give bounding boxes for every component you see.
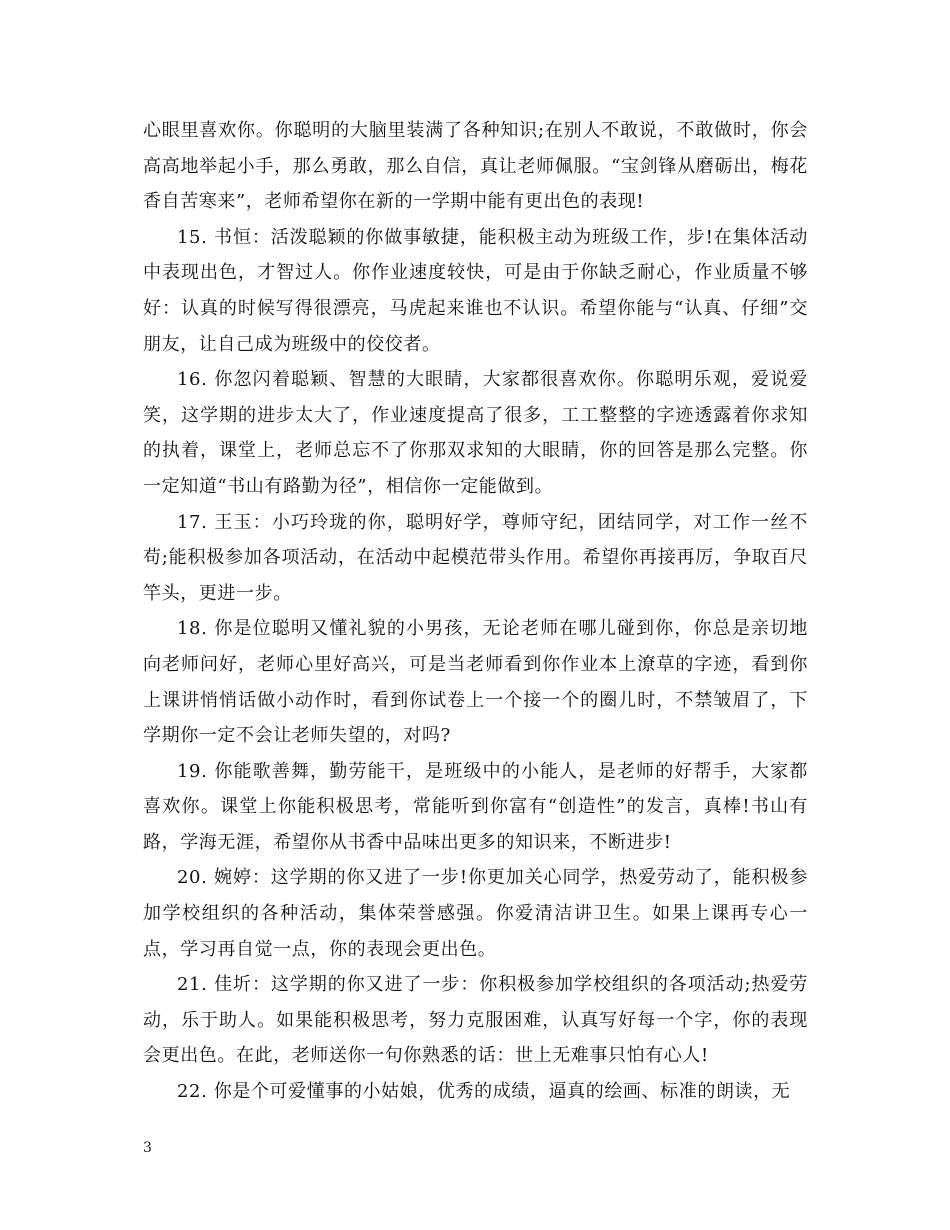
paragraph-continuation: 心眼里喜欢你。你聪明的大脑里装满了各种知识;在别人不敢说，不敢做时，你会高高地举起小手，那么勇敢，那么自信，真让老师佩服。“宝剑锋从磨砺出，梅花香自苦寒来”，老师希望你在新的一学期中能有更出色的表现! bbox=[143, 120, 808, 213]
paragraph-18: 18. 你是位聪明又懂礼貌的小男孩，无论老师在哪儿碰到你，你总是亲切地向老师问好，老师心里好高兴，可是当老师看到你作业本上潦草的字迹，看到你上课讲悄悄话做小动作时，看到你试卷上一个接一个的圈儿时，不禁皱眉了，下学期你一定不会让老师失望的，对吗? bbox=[143, 618, 808, 747]
paragraph-21: 21. 佳圻：这学期的你又进了一步：你积极参加学校组织的各项活动;热爱劳动，乐于助人。如果能积极思考，努力克服困难，认真写好每一个字，你的表现会更出色。在此，老师送你一句你熟悉的话：世上无难事只怕有心人! bbox=[143, 974, 808, 1067]
document-body bbox=[143, 113, 808, 1110]
paragraph-19: 19. 你能歌善舞，勤劳能干，是班级中的小能人，是老师的好帮手，大家都喜欢你。课堂上你能积极思考，常能听到你富有“创造性”的发言，真棒!书山有路，学海无涯，希望你从书香中品味出更多的知识来，不断进步! bbox=[143, 760, 808, 853]
paragraph-16: 16. 你忽闪着聪颖、智慧的大眼睛，大家都很喜欢你。你聪明乐观，爱说爱笑，这学期的进步太大了，作业速度提高了很多，工工整整的字迹透露着你求知的执着，课堂上，老师总忘不了你那双求知的大眼睛，你的回答是那么完整。你一定知道“书山有路勤为径”，相信你一定能做到。 bbox=[143, 369, 808, 497]
paragraph-22: 22. 你是个可爱懂事的小姑娘，优秀的成绩，逼真的绘画、标准的朗读，无 bbox=[177, 1081, 791, 1103]
page-number: 3 bbox=[143, 1140, 152, 1156]
paragraph-20: 20. 婉婷：这学期的你又进了一步!你更加关心同学，热爱劳动了，能积极参加学校组织的各种活动，集体荣誉感强。你爱清洁讲卫生。如果上课再专心一点，学习再自觉一点，你的表现会更出色。 bbox=[143, 867, 808, 960]
paragraph-15: 15. 书恒：活泼聪颖的你做事敏捷，能积极主动为班级工作，步!在集体活动中表现出色，才智过人。你作业速度较快，可是由于你缺乏耐心，作业质量不够好：认真的时候写得很漂亮，马虎起来谁也不认识。希望你能与“认真、仔细”交朋友，让自己成为班级中的佼佼者。 bbox=[143, 226, 808, 355]
paragraph-17: 17. 王玉：小巧玲珑的你，聪明好学，尊师守纪，团结同学，对工作一丝不苟;能积极参加各项活动，在活动中起模范带头作用。希望你再接再厉，争取百尺竿头，更进一步。 bbox=[143, 511, 808, 604]
